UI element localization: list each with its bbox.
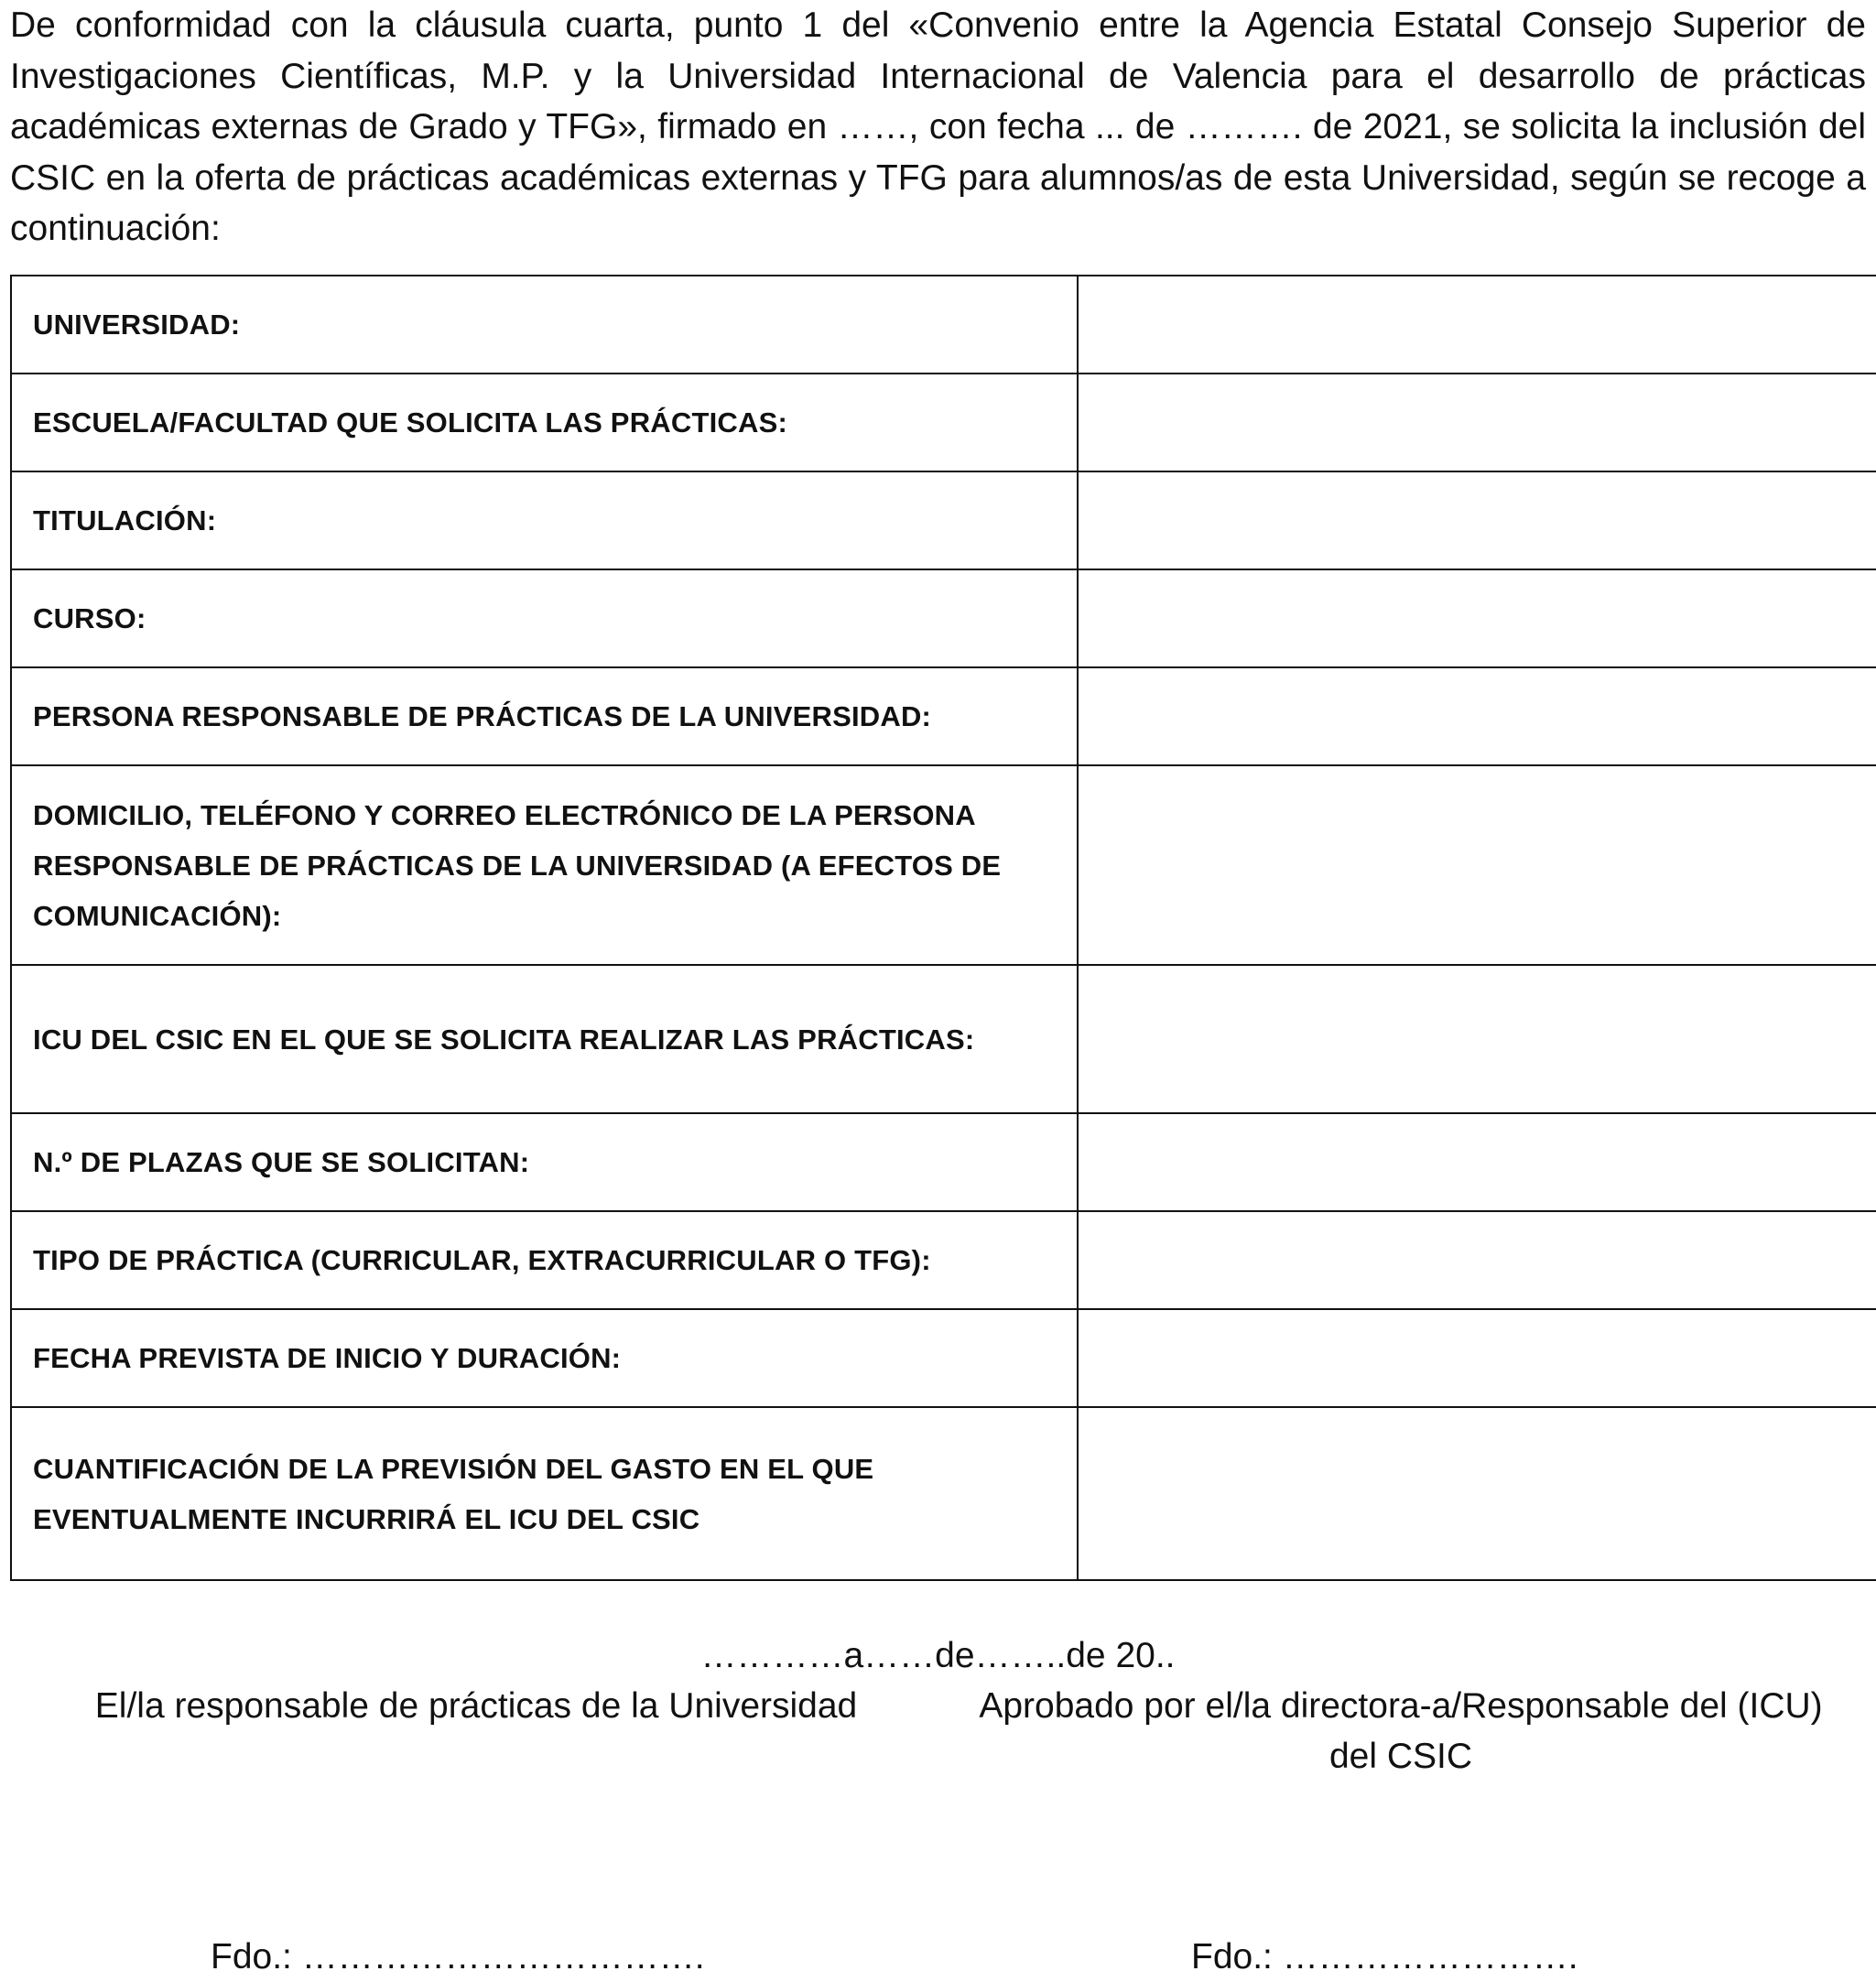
row-label: TIPO DE PRÁCTICA (CURRICULAR, EXTRACURRICULAR O TFG):: [11, 1211, 1078, 1309]
form-row-cuantificacion-gasto: [11, 1407, 1876, 1580]
row-label: ESCUELA/FACULTAD QUE SOLICITA LAS PRÁCTICAS:: [11, 374, 1078, 471]
row-value-field[interactable]: [1078, 276, 1876, 374]
intro-paragraph: De conformidad con la cláusula cuarta, punto 1 del «Convenio entre la Agencia Estatal Consejo Superior de Investigaciones Científicas, M.P. y la Universidad Internacional de Valencia para el desarrollo de prácticas académicas externas de Grado y TFG», firmado en ……, con fecha ... de ………. de 2021, se solicita la inclusión del CSIC en la oferta de prácticas académicas externas y TFG para alumnos/as de esta Universidad, según se recoge a continuación:: [10, 5, 1866, 248]
row-value-field[interactable]: [1078, 765, 1876, 965]
form-row-titulacion: [11, 471, 1876, 569]
row-value-field[interactable]: [1078, 965, 1876, 1113]
form-row-universidad: [11, 276, 1876, 374]
row-value-field[interactable]: [1078, 471, 1876, 569]
right-signatory-caption: Aprobado por el/la directora-a/Responsable del (ICU) del CSIC: [979, 1686, 1823, 1776]
row-label: ICU DEL CSIC EN EL QUE SE SOLICITA REALIZAR LAS PRÁCTICAS:: [11, 965, 1078, 1113]
form-row-escuela-facultad: [11, 374, 1876, 471]
row-label: TITULACIÓN:: [11, 471, 1078, 569]
row-value-field[interactable]: [1078, 1113, 1876, 1211]
application-form-table: [10, 275, 1876, 1581]
row-label: DOMICILIO, TELÉFONO Y CORREO ELECTRÓNICO DE LA PERSONA RESPONSABLE DE PRÁCTICAS DE LA UNIVERSIDAD (A EFECTOS DE COMUNICACIÓN):: [11, 765, 1078, 965]
row-label: PERSONA RESPONSABLE DE PRÁCTICAS DE LA UNIVERSIDAD:: [11, 667, 1078, 765]
left-signatory-caption: El/la responsable de prácticas de la Universidad: [94, 1686, 858, 1726]
row-value-field[interactable]: [1078, 1211, 1876, 1309]
place-date-line: …………a……de……..de 20..: [700, 1636, 1176, 1675]
row-value-field[interactable]: [1078, 1407, 1876, 1580]
form-row-icu-csic: [11, 965, 1876, 1113]
row-label: N.º DE PLAZAS QUE SE SOLICITAN:: [11, 1113, 1078, 1211]
row-label: CUANTIFICACIÓN DE LA PREVISIÓN DEL GASTO EN EL QUE EVENTUALMENTE INCURRIRÁ EL ICU DEL CSIC: [11, 1407, 1078, 1580]
left-signature-line: Fdo.: …………………………….: [211, 1937, 705, 1977]
row-label: CURSO:: [11, 569, 1078, 667]
form-row-curso: [11, 569, 1876, 667]
form-row-persona-responsable: [11, 667, 1876, 765]
row-value-field[interactable]: [1078, 1309, 1876, 1407]
row-value-field[interactable]: [1078, 374, 1876, 471]
right-signature-line: Fdo.: …………………….: [1191, 1937, 1578, 1977]
row-label: UNIVERSIDAD:: [11, 276, 1078, 374]
row-value-field[interactable]: [1078, 569, 1876, 667]
row-value-field[interactable]: [1078, 667, 1876, 765]
form-row-domicilio-contacto: [11, 765, 1876, 965]
form-row-fecha-inicio: [11, 1309, 1876, 1407]
form-row-tipo-practica: [11, 1211, 1876, 1309]
form-row-numero-plazas: [11, 1113, 1876, 1211]
row-label: FECHA PREVISTA DE INICIO Y DURACIÓN:: [11, 1309, 1078, 1407]
